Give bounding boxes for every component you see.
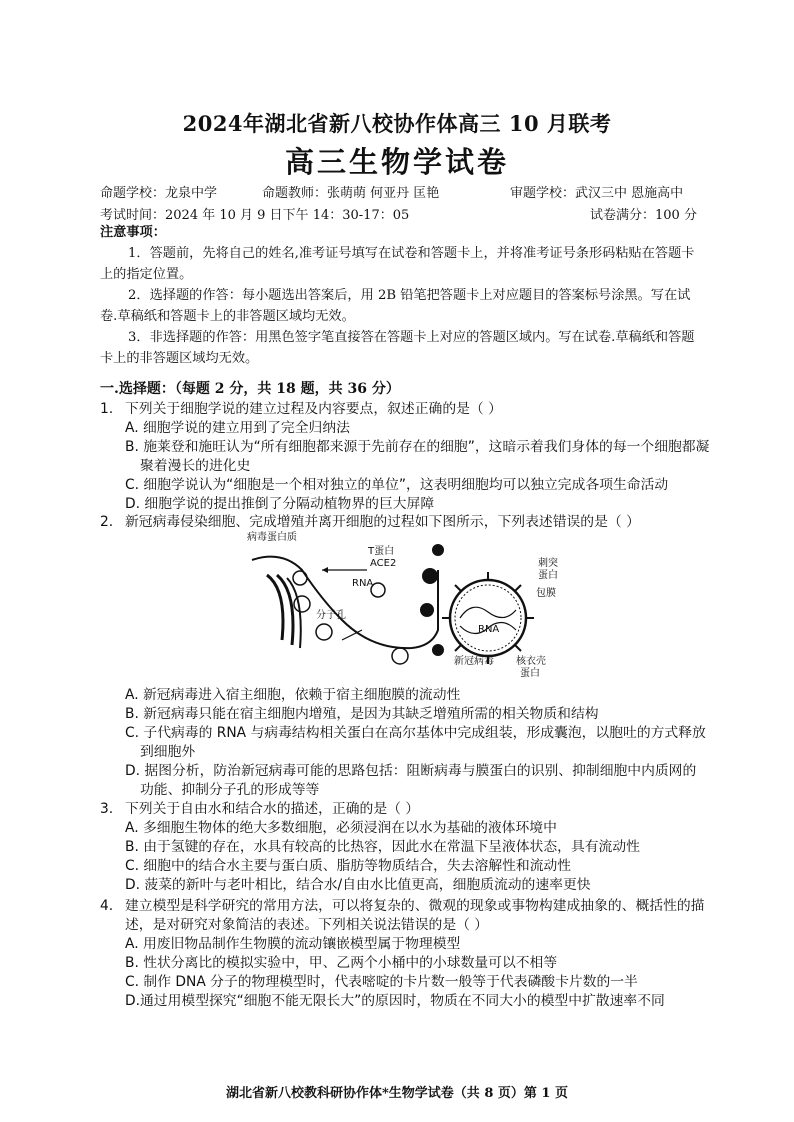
option: D. 细胞学说的提出推倒了分隔动植物界的巨大屏障 (125, 496, 435, 512)
exam-title: 2024年湖北省新八校协作体高三 10 月联考 (182, 111, 612, 136)
section-title: 一.选择题：（每题 2 分，共 18 题，共 36 分） (100, 381, 400, 397)
meta-time: 考试时间：2024 年 10 月 9 日下午 14：30-17：05 (100, 208, 410, 223)
virus-particle (420, 603, 434, 617)
label-virus-rna: RNA (478, 624, 500, 635)
vesicle (294, 596, 310, 612)
option: A. 细胞学说的建立用到了完全归纳法 (125, 420, 350, 436)
option: A. 新冠病毒进入宿主细胞，依赖于宿主细胞膜的流动性 (125, 687, 461, 703)
option: B. 性状分离比的模拟实验中，甲、乙两个小桶中的小球数量可以不相等 (125, 955, 558, 971)
page-footer: 湖北省新八校教科研协作体*生物学试卷（共 8 页）第 1 页 (226, 1086, 568, 1101)
option: A. 多细胞生物体的绝大多数细胞，必须浸润在以水为基础的液体环境中 (125, 820, 557, 836)
virus-envelope (450, 580, 526, 656)
question-number: 3. (100, 801, 114, 817)
meta-school: 命题学校：龙泉中学 (100, 186, 218, 201)
notes (100, 222, 704, 369)
option: B. 由于氢键的存在，水具有较高的比热容，因此水在常温下呈液体状态，具有流动性 (125, 839, 640, 855)
label-capsid: 核衣壳 (516, 656, 546, 667)
vesicle (316, 624, 332, 640)
question-stem: 建立模型是科学研究的常用方法，可以将复杂的、微观的现象或事物构建成抽象的、概括性的描述，是对研究对象简洁的表述。下列相关说法错误的是（ ） (125, 898, 705, 933)
question-number: 4. (100, 898, 114, 914)
label-envelope: 包膜 (536, 588, 556, 599)
virus-particle (432, 544, 444, 556)
label-capsid-2: 蛋白 (520, 668, 540, 679)
notes-heading: 注意事项： (100, 225, 166, 240)
option: B. 施莱登和施旺认为“所有细胞都来源于先前存在的细胞”，这暗示着我们身体的每一个细胞都凝聚着漫长的进化史 (125, 439, 710, 474)
question-stem: 新冠病毒侵染细胞、完成增殖并离开细胞的过程如下图所示，下列表述错误的是（ ） (125, 514, 640, 530)
question-2-options (100, 686, 710, 800)
option: D. 据图分析，防治新冠病毒可能的思路包括：阻断病毒与膜蛋白的识别、抑制细胞中内质网的功能、抑制分子孔的形成等等 (125, 763, 697, 798)
note-item: 2．选择题的作答：每小题选出答案后，用 2B 铅笔把答题卡上对应题目的答案标号涂黑。写在试卷.草稿纸和答题卡上的非答题区域均无效。 (100, 288, 691, 324)
note-item: 3．非选择题的作答：用黑色签字笔直接答在答题卡上对应的答题区域内。写在试卷.草稿纸和答题卡上的非答题区域均无效。 (100, 330, 695, 366)
meta-review: 审题学校：武汉三中 恩施高中 (510, 186, 684, 201)
option: A. 用废旧物品制作生物膜的流动镶嵌模型属于物理模型 (125, 936, 461, 952)
label-spike-2: 蛋白 (538, 570, 558, 581)
vesicle (293, 571, 307, 585)
label-viral-protein: 病毒蛋白质 (247, 532, 297, 543)
label-spike: 刺突 (538, 558, 558, 569)
option: B. 新冠病毒只能在宿主细胞内增殖，是因为其缺乏增殖所需的相关物质和结构 (125, 706, 599, 722)
note-item: 1．答题前，先将自己的姓名,准考证号填写在试卷和答题卡上，并将准考证号条形码粘贴在答题卡上的指定位置。 (100, 246, 695, 282)
virus-particle (432, 644, 444, 656)
label-rna: RNA (352, 578, 374, 589)
option: C. 细胞学说认为“细胞是一个相对独立的单位”，这表明细胞均可以独立完成各项生命活动 (125, 477, 669, 493)
question-3 (100, 800, 710, 895)
question-4 (100, 897, 710, 1011)
virus-infection-diagram (242, 530, 568, 680)
question-stem: 下列关于自由水和结合水的描述，正确的是（ ） (125, 801, 420, 817)
label-virus-name: 新冠病毒 (454, 656, 494, 667)
question-number: 2. (100, 514, 114, 530)
meta-teachers: 命题教师：张萌萌 何亚丹 匡艳 (262, 186, 440, 201)
option: C. 子代病毒的 RNA 与病毒结构相关蛋白在高尔基体中完成组装，形成囊泡，以胞吐的方式释放到细胞外 (125, 725, 706, 760)
label-ace2: ACE2 (370, 558, 397, 569)
label-t-protein: T蛋白 (368, 546, 395, 557)
option: C. 制作 DNA 分子的物理模型时，代表嘧啶的卡片数一般等于代表磷酸卡片数的一半 (125, 974, 638, 990)
option: D.通过用模型探究“细胞不能无限长大”的原因时，物质在不同大小的模型中扩散速率不同 (125, 993, 665, 1009)
exam-subject-title: 高三生物学试卷 (284, 145, 509, 179)
option: D. 菠菜的新叶与老叶相比，结合水/自由水比值更高，细胞质流动的速率更快 (125, 877, 591, 893)
vesicle (392, 648, 408, 664)
question-stem: 下列关于细胞学说的建立过程及内容要点，叙述正确的是（ ） (125, 401, 502, 417)
meta-score: 试卷满分：100 分 (590, 208, 697, 223)
question-number: 1. (100, 401, 114, 417)
virus-particle (422, 568, 438, 584)
question-1 (100, 400, 710, 514)
option: C. 细胞中的结合水主要与蛋白质、脂肪等物质结合，失去溶解性和流动性 (125, 858, 572, 874)
label-molecular-pore: 分子孔 (316, 610, 346, 621)
